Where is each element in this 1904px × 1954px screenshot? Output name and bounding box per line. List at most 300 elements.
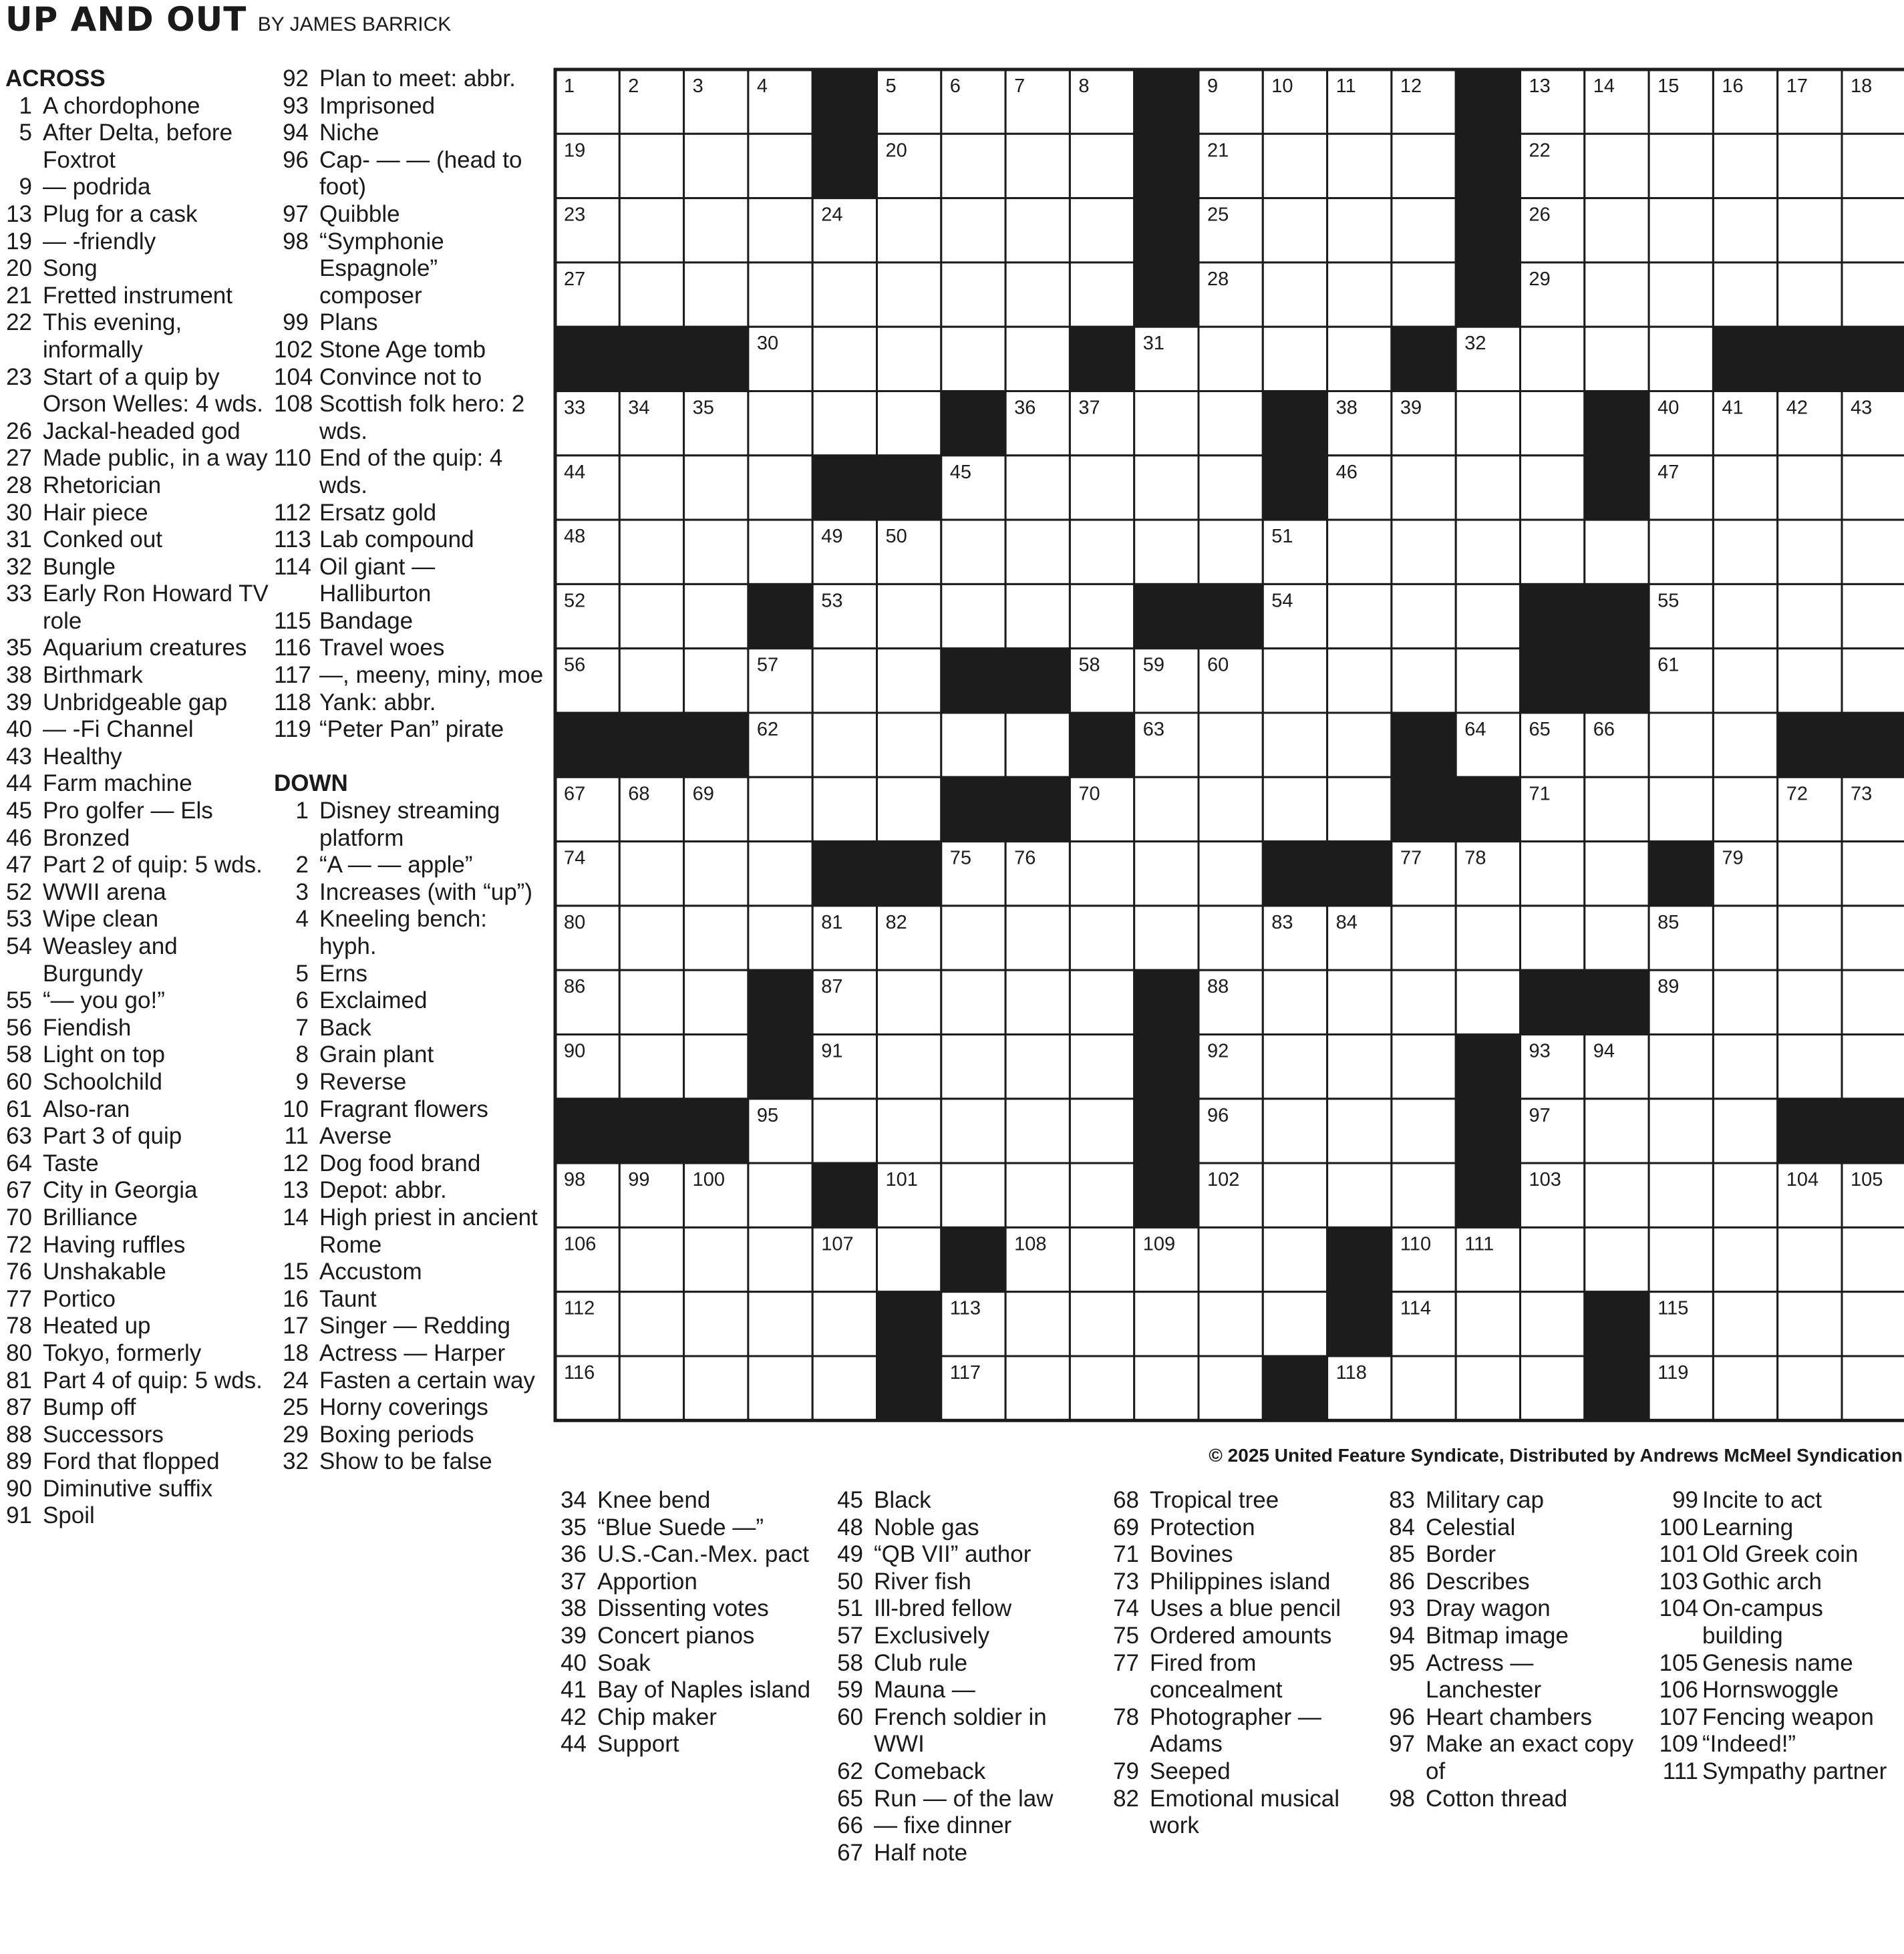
grid-cell[interactable]: [1134, 520, 1199, 584]
clue-number: 91: [6, 1502, 32, 1529]
grid-cell[interactable]: [1521, 1356, 1585, 1420]
grid-cell[interactable]: [1456, 970, 1520, 1034]
clues-column-6: [1380, 1487, 1647, 1812]
grid-cell[interactable]: [1778, 263, 1842, 327]
cell-number: 68: [628, 783, 650, 805]
grid-cell[interactable]: [1713, 1227, 1777, 1291]
clue-text: Fired from concealment: [1150, 1649, 1283, 1703]
cell-number: 105: [1851, 1169, 1883, 1191]
grid-cell[interactable]: [684, 263, 748, 327]
grid-cell[interactable]: [812, 1099, 877, 1163]
grid-cell[interactable]: [619, 1356, 683, 1420]
block-cell: [555, 327, 619, 391]
grid-cell[interactable]: [1005, 713, 1070, 777]
clue-number: 88: [6, 1421, 32, 1448]
cell-number: 59: [1142, 654, 1164, 676]
grid-cell[interactable]: [877, 327, 941, 391]
cell-number: 96: [1207, 1104, 1229, 1126]
grid-cell[interactable]: [1521, 1227, 1585, 1291]
grid-cell[interactable]: [748, 906, 812, 970]
grid-cell[interactable]: [1070, 906, 1134, 970]
grid-cell[interactable]: [1778, 1227, 1842, 1291]
grid-cell[interactable]: [1070, 1292, 1134, 1356]
grid-cell[interactable]: [1263, 327, 1327, 391]
grid-cell[interactable]: [1842, 134, 1904, 198]
clue-text: Horny coverings: [319, 1394, 488, 1421]
grid-cell[interactable]: [1199, 327, 1263, 391]
grid-cell[interactable]: [1263, 263, 1327, 327]
grid-cell[interactable]: [1456, 1292, 1520, 1356]
grid-cell[interactable]: [1199, 391, 1263, 456]
clue-text: Spoil: [43, 1502, 95, 1529]
grid-cell[interactable]: [1778, 584, 1842, 648]
grid-cell[interactable]: [1585, 842, 1649, 906]
grid-cell[interactable]: [1649, 1099, 1713, 1163]
grid-cell[interactable]: [877, 1035, 941, 1099]
grid-cell[interactable]: [1456, 391, 1520, 456]
grid-cell[interactable]: [812, 649, 877, 713]
grid-cell[interactable]: [1070, 520, 1134, 584]
grid-cell[interactable]: [1456, 906, 1520, 970]
grid-cell[interactable]: [1713, 649, 1777, 713]
grid-cell[interactable]: [1327, 649, 1392, 713]
grid-cell[interactable]: [1005, 1356, 1070, 1420]
grid-cell[interactable]: [1456, 520, 1520, 584]
clue-text: Yank: abbr.: [319, 689, 436, 715]
clue-text: Cap- — — (head to foot): [319, 146, 522, 200]
grid-cell[interactable]: [1263, 1035, 1327, 1099]
grid-cell[interactable]: [1263, 1099, 1327, 1163]
grid-cell[interactable]: [1521, 391, 1585, 456]
grid-cell[interactable]: [619, 649, 683, 713]
grid-cell[interactable]: [1327, 1035, 1392, 1099]
grid-cell[interactable]: [1842, 970, 1904, 1034]
grid-cell[interactable]: [1199, 520, 1263, 584]
grid-cell[interactable]: [941, 1035, 1005, 1099]
grid-cell[interactable]: [1778, 649, 1842, 713]
grid-cell[interactable]: [1392, 1099, 1456, 1163]
grid-cell[interactable]: [684, 198, 748, 263]
grid-cell[interactable]: [748, 842, 812, 906]
grid-cell[interactable]: [684, 584, 748, 648]
grid-cell[interactable]: [1713, 906, 1777, 970]
grid-cell[interactable]: [1005, 456, 1070, 520]
grid-cell[interactable]: [1392, 456, 1456, 520]
grid-cell[interactable]: [1263, 649, 1327, 713]
grid-cell[interactable]: [877, 649, 941, 713]
grid-cell[interactable]: [877, 198, 941, 263]
grid-cell[interactable]: [1842, 1292, 1904, 1356]
block-cell: [1778, 327, 1842, 391]
grid-cell[interactable]: [1521, 1292, 1585, 1356]
grid-cell[interactable]: [812, 777, 877, 841]
grid-cell[interactable]: [1842, 198, 1904, 263]
cell-number: 48: [564, 526, 586, 548]
block-cell: [812, 456, 877, 520]
grid-cell[interactable]: [941, 713, 1005, 777]
grid-cell[interactable]: [877, 777, 941, 841]
clue-number: 33: [6, 581, 32, 607]
grid-cell[interactable]: [877, 713, 941, 777]
grid-cell[interactable]: [1327, 198, 1392, 263]
grid-cell[interactable]: [941, 970, 1005, 1034]
grid-cell[interactable]: [619, 456, 683, 520]
clue-number: 1: [19, 92, 32, 119]
grid-cell[interactable]: [1521, 327, 1585, 391]
down-clue: [828, 1840, 1089, 1867]
grid-cell[interactable]: [1778, 1356, 1842, 1420]
grid-cell[interactable]: [1070, 1035, 1134, 1099]
cell-number: 89: [1657, 976, 1680, 998]
grid-cell[interactable]: [1713, 456, 1777, 520]
grid-cell[interactable]: [748, 456, 812, 520]
grid-cell[interactable]: [1070, 1099, 1134, 1163]
grid-cell[interactable]: [1263, 970, 1327, 1034]
clue-number: 104: [274, 363, 313, 390]
grid-cell[interactable]: [1392, 520, 1456, 584]
grid-cell[interactable]: [1649, 198, 1713, 263]
grid-cell[interactable]: [1649, 1035, 1713, 1099]
grid-cell[interactable]: [1327, 134, 1392, 198]
grid-cell[interactable]: [748, 263, 812, 327]
grid-cell[interactable]: [1005, 263, 1070, 327]
clue-number: 26: [6, 418, 32, 444]
clue-text: Soak: [597, 1649, 651, 1676]
grid-cell[interactable]: [1134, 1356, 1199, 1420]
grid-cell[interactable]: [1134, 842, 1199, 906]
grid-cell[interactable]: [1199, 777, 1263, 841]
grid-cell[interactable]: [684, 906, 748, 970]
grid-cell[interactable]: [1263, 1292, 1327, 1356]
grid-cell[interactable]: [1327, 263, 1392, 327]
grid-cell[interactable]: [1263, 1163, 1327, 1227]
grid-cell[interactable]: [619, 1292, 683, 1356]
grid-cell[interactable]: [619, 906, 683, 970]
grid-cell[interactable]: [1778, 456, 1842, 520]
grid-cell[interactable]: [1392, 263, 1456, 327]
clue-number: 76: [6, 1259, 32, 1285]
grid-cell[interactable]: [1005, 970, 1070, 1034]
grid-cell[interactable]: [1713, 1163, 1777, 1227]
grid-cell[interactable]: [1649, 777, 1713, 841]
grid-cell[interactable]: [1521, 520, 1585, 584]
grid-cell[interactable]: [748, 1292, 812, 1356]
grid-cell[interactable]: [877, 1227, 941, 1291]
grid-cell[interactable]: [941, 263, 1005, 327]
clue-number: 64: [6, 1150, 32, 1176]
grid-cell[interactable]: [684, 520, 748, 584]
grid-cell[interactable]: [1521, 842, 1585, 906]
grid-cell[interactable]: [1199, 1292, 1263, 1356]
grid-cell[interactable]: [684, 970, 748, 1034]
grid-cell[interactable]: [1649, 713, 1713, 777]
block-cell: [619, 327, 683, 391]
grid-cell[interactable]: [1392, 198, 1456, 263]
grid-cell[interactable]: [1585, 906, 1649, 970]
grid-cell[interactable]: [1263, 713, 1327, 777]
block-cell: [1327, 1227, 1392, 1291]
down-clue: [828, 1541, 1089, 1569]
cell-number: 77: [1400, 847, 1422, 869]
block-cell: [812, 69, 877, 134]
grid-cell[interactable]: [619, 842, 683, 906]
grid-cell[interactable]: [1070, 134, 1134, 198]
grid-cell[interactable]: [619, 1227, 683, 1291]
grid-cell[interactable]: [684, 456, 748, 520]
grid-cell[interactable]: [748, 134, 812, 198]
grid-cell[interactable]: [619, 263, 683, 327]
grid-cell[interactable]: [1713, 134, 1777, 198]
grid-cell[interactable]: [1778, 1292, 1842, 1356]
grid-cell[interactable]: [1134, 1292, 1199, 1356]
clue-number: 56: [6, 1014, 32, 1041]
grid-cell[interactable]: [941, 520, 1005, 584]
block-cell: [1842, 1099, 1904, 1163]
grid-cell[interactable]: [1005, 1035, 1070, 1099]
grid-cell[interactable]: [1327, 777, 1392, 841]
clue-number: 103: [1659, 1568, 1698, 1595]
down-clue: [1657, 1595, 1904, 1649]
grid-cell[interactable]: [1521, 456, 1585, 520]
grid-cell[interactable]: [1842, 263, 1904, 327]
grid-cell[interactable]: [1778, 970, 1842, 1034]
cell-number: 30: [756, 333, 779, 355]
grid-cell[interactable]: [1134, 777, 1199, 841]
clue-text: Plan to meet: abbr.: [319, 65, 516, 92]
grid-cell[interactable]: [1585, 134, 1649, 198]
grid-cell[interactable]: [1585, 327, 1649, 391]
grid-cell[interactable]: [1713, 263, 1777, 327]
grid-cell[interactable]: [1199, 842, 1263, 906]
grid-cell[interactable]: [812, 391, 877, 456]
grid-cell[interactable]: [1392, 649, 1456, 713]
grid-cell[interactable]: [1778, 1035, 1842, 1099]
grid-cell[interactable]: [1585, 198, 1649, 263]
grid-cell[interactable]: [1070, 456, 1134, 520]
grid-cell[interactable]: [684, 649, 748, 713]
down-clue: [828, 1487, 1089, 1514]
clue-text: Quibble: [319, 200, 400, 227]
grid-cell[interactable]: [1392, 970, 1456, 1034]
grid-cell[interactable]: [1585, 1163, 1649, 1227]
clue-number: 5: [295, 960, 309, 987]
grid-cell[interactable]: [1585, 263, 1649, 327]
grid-cell[interactable]: [812, 1292, 877, 1356]
grid-cell[interactable]: [941, 1163, 1005, 1227]
grid-cell[interactable]: [684, 1292, 748, 1356]
grid-cell[interactable]: [1585, 520, 1649, 584]
grid-cell[interactable]: [812, 263, 877, 327]
cell-number: 11: [1335, 75, 1356, 97]
grid-cell[interactable]: [1392, 134, 1456, 198]
grid-cell[interactable]: [877, 263, 941, 327]
grid-cell[interactable]: [1005, 327, 1070, 391]
cell-number: 107: [821, 1233, 854, 1255]
grid-cell[interactable]: [619, 134, 683, 198]
clue-number: 41: [561, 1677, 587, 1703]
grid-cell[interactable]: [1392, 1163, 1456, 1227]
grid-cell[interactable]: [1263, 198, 1327, 263]
cell-number: 85: [1657, 911, 1680, 933]
cell-number: 16: [1722, 75, 1744, 97]
grid-cell[interactable]: [1778, 520, 1842, 584]
grid-cell[interactable]: [1713, 970, 1777, 1034]
grid-cell[interactable]: [1199, 713, 1263, 777]
grid-cell[interactable]: [1649, 1163, 1713, 1227]
grid-cell[interactable]: [1327, 1099, 1392, 1163]
grid-cell[interactable]: [1713, 1292, 1777, 1356]
grid-cell[interactable]: [1842, 649, 1904, 713]
grid-cell[interactable]: [1070, 970, 1134, 1034]
grid-cell[interactable]: [1070, 198, 1134, 263]
grid-cell[interactable]: [941, 1099, 1005, 1163]
grid-cell[interactable]: [877, 584, 941, 648]
grid-cell[interactable]: [1649, 520, 1713, 584]
grid-cell[interactable]: [619, 1035, 683, 1099]
grid-cell[interactable]: [619, 520, 683, 584]
grid-cell[interactable]: [1392, 906, 1456, 970]
grid-cell[interactable]: [1263, 777, 1327, 841]
grid-cell[interactable]: [1456, 1356, 1520, 1420]
grid-cell[interactable]: [1327, 713, 1392, 777]
grid-cell[interactable]: [1392, 1356, 1456, 1420]
grid-cell[interactable]: [1842, 584, 1904, 648]
grid-cell[interactable]: [1134, 391, 1199, 456]
grid-cell[interactable]: [1005, 198, 1070, 263]
grid-cell[interactable]: [748, 1163, 812, 1227]
cell-number: 42: [1786, 397, 1808, 419]
down-clue: [1104, 1595, 1372, 1623]
grid-cell[interactable]: [1842, 1227, 1904, 1291]
grid-cell[interactable]: [941, 327, 1005, 391]
grid-cell[interactable]: [1778, 198, 1842, 263]
grid-cell[interactable]: [1070, 263, 1134, 327]
grid-cell[interactable]: [1649, 1227, 1713, 1291]
grid-cell[interactable]: [1070, 842, 1134, 906]
grid-cell[interactable]: [619, 584, 683, 648]
grid-cell[interactable]: [1842, 520, 1904, 584]
grid-cell[interactable]: [1263, 134, 1327, 198]
grid-cell[interactable]: [748, 1356, 812, 1420]
grid-cell[interactable]: [1005, 134, 1070, 198]
cell-number: 5: [885, 75, 897, 97]
grid-cell[interactable]: [684, 1227, 748, 1291]
grid-cell[interactable]: [1713, 777, 1777, 841]
grid-cell[interactable]: [1585, 1099, 1649, 1163]
grid-cell[interactable]: [1327, 327, 1392, 391]
grid-cell[interactable]: [1713, 1356, 1777, 1420]
grid-cell[interactable]: [1713, 1035, 1777, 1099]
grid-cell[interactable]: [1005, 1292, 1070, 1356]
grid-cell[interactable]: [1005, 584, 1070, 648]
grid-cell[interactable]: [1842, 842, 1904, 906]
grid-cell[interactable]: [1005, 1099, 1070, 1163]
grid-cell[interactable]: [1199, 1356, 1263, 1420]
clue-text: Scottish folk hero: 2 wds.: [319, 391, 525, 444]
grid-cell[interactable]: [1456, 584, 1520, 648]
grid-cell[interactable]: [1005, 520, 1070, 584]
grid-cell[interactable]: [748, 777, 812, 841]
grid-cell[interactable]: [1134, 906, 1199, 970]
cell-number: 97: [1529, 1104, 1551, 1126]
grid-cell[interactable]: [877, 391, 941, 456]
grid-cell[interactable]: [1649, 327, 1713, 391]
block-cell: [877, 456, 941, 520]
grid-cell[interactable]: [1070, 1227, 1134, 1291]
grid-cell[interactable]: [1585, 777, 1649, 841]
grid-cell[interactable]: [1778, 906, 1842, 970]
grid-cell[interactable]: [812, 713, 877, 777]
grid-cell[interactable]: [941, 134, 1005, 198]
grid-cell[interactable]: [1005, 906, 1070, 970]
grid-cell[interactable]: [1585, 1227, 1649, 1291]
grid-cell[interactable]: [1263, 1227, 1327, 1291]
grid-cell[interactable]: [748, 391, 812, 456]
grid-cell[interactable]: [1327, 520, 1392, 584]
grid-cell[interactable]: [1842, 456, 1904, 520]
grid-cell[interactable]: [1070, 1356, 1134, 1420]
grid-cell[interactable]: [1713, 1099, 1777, 1163]
grid-cell[interactable]: [1327, 584, 1392, 648]
grid-cell[interactable]: [1842, 1035, 1904, 1099]
grid-cell[interactable]: [1070, 1163, 1134, 1227]
grid-cell[interactable]: [684, 1356, 748, 1420]
grid-cell[interactable]: [748, 198, 812, 263]
grid-cell[interactable]: [1199, 456, 1263, 520]
grid-cell[interactable]: [1649, 263, 1713, 327]
grid-cell[interactable]: [1713, 198, 1777, 263]
grid-cell[interactable]: [1392, 584, 1456, 648]
grid-cell[interactable]: [1199, 906, 1263, 970]
grid-cell[interactable]: [877, 970, 941, 1034]
grid-cell[interactable]: [1327, 1163, 1392, 1227]
grid-cell[interactable]: [1842, 1356, 1904, 1420]
grid-cell[interactable]: [941, 906, 1005, 970]
grid-cell[interactable]: [1005, 1163, 1070, 1227]
grid-cell[interactable]: [1392, 1035, 1456, 1099]
grid-cell[interactable]: [748, 520, 812, 584]
clue-text: Plans: [319, 309, 378, 336]
grid-cell[interactable]: [1070, 584, 1134, 648]
grid-cell[interactable]: [1521, 906, 1585, 970]
grid-cell[interactable]: [1134, 456, 1199, 520]
grid-cell[interactable]: [1842, 906, 1904, 970]
grid-cell[interactable]: [1327, 970, 1392, 1034]
cell-number: 4: [756, 75, 768, 97]
grid-cell[interactable]: [941, 198, 1005, 263]
grid-cell[interactable]: [941, 584, 1005, 648]
block-cell: [812, 134, 877, 198]
grid-cell[interactable]: [812, 1356, 877, 1420]
grid-cell[interactable]: [1713, 520, 1777, 584]
grid-cell[interactable]: [619, 970, 683, 1034]
grid-cell[interactable]: [1778, 134, 1842, 198]
grid-cell[interactable]: [877, 1099, 941, 1163]
grid-cell[interactable]: [684, 134, 748, 198]
grid-cell[interactable]: [684, 842, 748, 906]
grid-cell[interactable]: [812, 327, 877, 391]
grid-cell[interactable]: [619, 198, 683, 263]
grid-cell[interactable]: [1713, 713, 1777, 777]
grid-cell[interactable]: [1649, 134, 1713, 198]
grid-cell[interactable]: [1456, 649, 1520, 713]
grid-cell[interactable]: [684, 1035, 748, 1099]
grid-cell[interactable]: [1778, 842, 1842, 906]
grid-cell[interactable]: [1456, 456, 1520, 520]
grid-cell[interactable]: [1713, 584, 1777, 648]
grid-cell[interactable]: [1199, 1227, 1263, 1291]
grid-cell[interactable]: [748, 1227, 812, 1291]
